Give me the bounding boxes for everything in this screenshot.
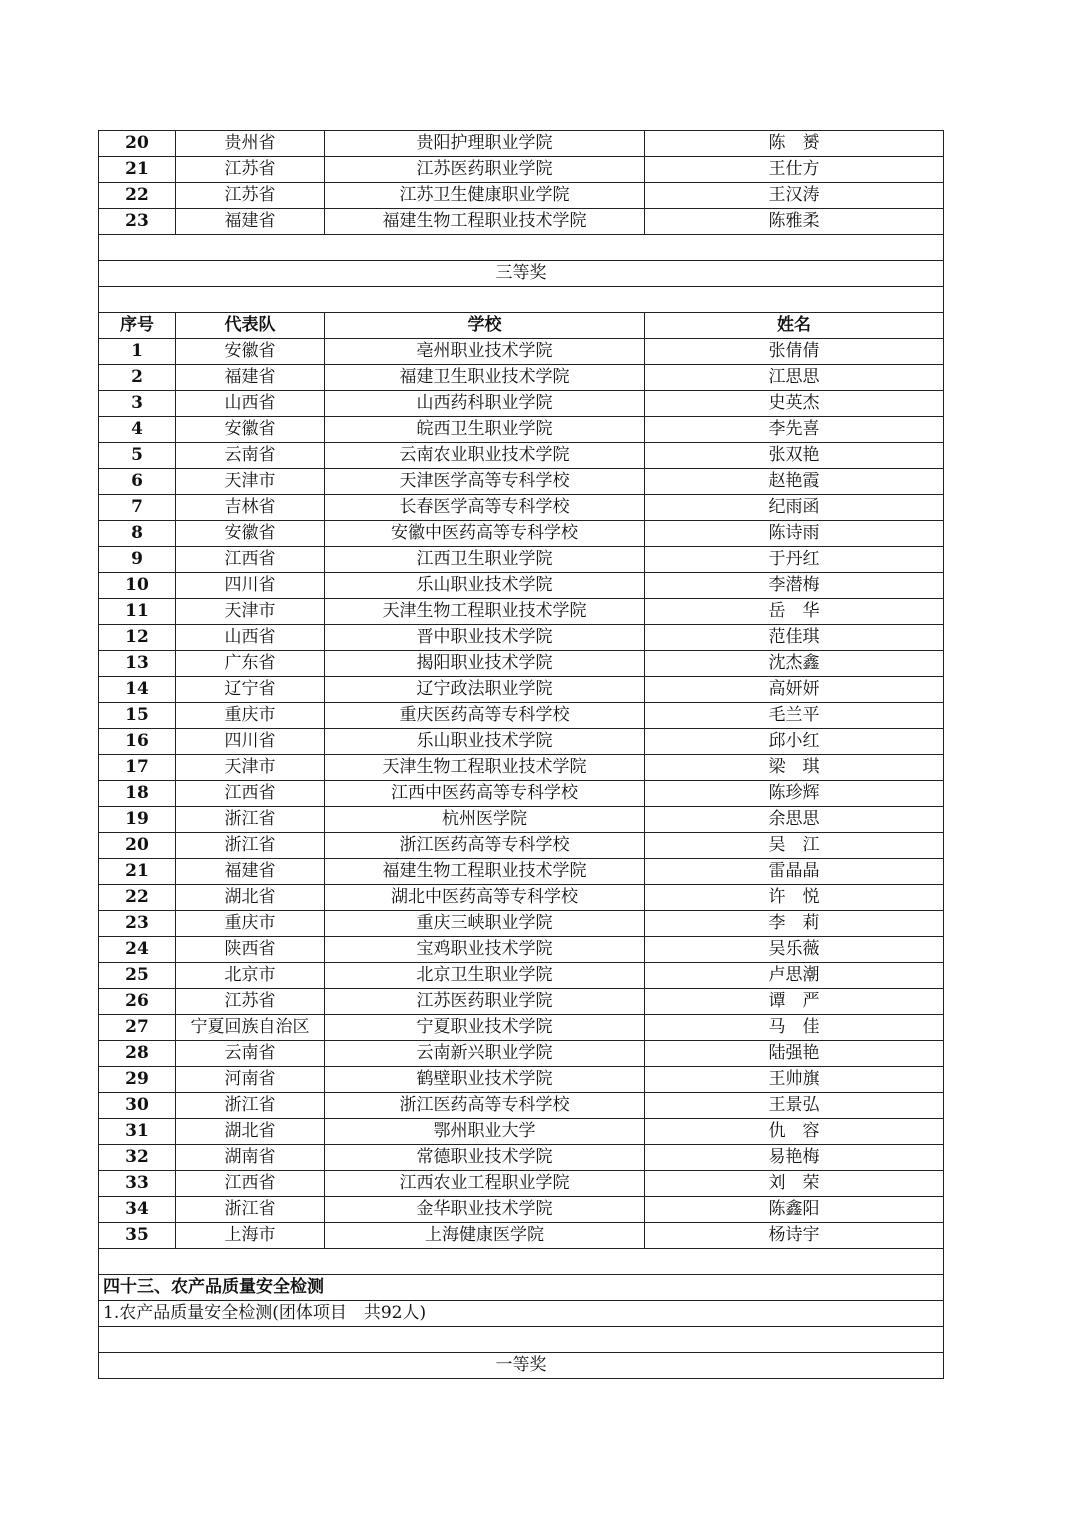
section-subtitle-row — [99, 1301, 944, 1327]
school-cell: 鄂州职业大学 — [325, 1119, 645, 1145]
header-name: 姓名 — [645, 313, 944, 339]
table-row — [99, 547, 944, 573]
team-cell: 浙江省 — [176, 833, 325, 859]
table-row — [99, 339, 944, 365]
team-cell: 江苏省 — [176, 989, 325, 1015]
team-cell: 天津市 — [176, 599, 325, 625]
team-cell: 陕西省 — [176, 937, 325, 963]
table-row — [99, 625, 944, 651]
row-number: 8 — [99, 521, 176, 547]
row-number: 9 — [99, 547, 176, 573]
name-cell: 李 莉 — [645, 911, 944, 937]
team-cell: 福建省 — [176, 365, 325, 391]
team-cell: 江西省 — [176, 547, 325, 573]
team-cell: 四川省 — [176, 729, 325, 755]
blank-separator — [99, 1249, 944, 1275]
table-row — [99, 1093, 944, 1119]
table-row — [99, 157, 944, 183]
school-cell: 浙江医药高等专科学校 — [325, 1093, 645, 1119]
row-number: 16 — [99, 729, 176, 755]
blank-separator — [99, 287, 944, 313]
table-row — [99, 1067, 944, 1093]
table-row — [99, 885, 944, 911]
school-cell: 乐山职业技术学院 — [325, 729, 645, 755]
name-cell: 范佳琪 — [645, 625, 944, 651]
row-number: 21 — [99, 859, 176, 885]
team-cell: 吉林省 — [176, 495, 325, 521]
row-number: 7 — [99, 495, 176, 521]
name-cell: 马 佳 — [645, 1015, 944, 1041]
name-cell: 于丹红 — [645, 547, 944, 573]
row-number: 5 — [99, 443, 176, 469]
name-cell: 陈诗雨 — [645, 521, 944, 547]
team-cell: 福建省 — [176, 859, 325, 885]
name-cell: 谭 严 — [645, 989, 944, 1015]
name-cell: 李先喜 — [645, 417, 944, 443]
header-team: 代表队 — [176, 313, 325, 339]
school-cell: 长春医学高等专科学校 — [325, 495, 645, 521]
school-cell: 云南农业职业技术学院 — [325, 443, 645, 469]
table-header-row — [99, 313, 944, 339]
row-number: 10 — [99, 573, 176, 599]
blank-separator-row — [99, 235, 944, 261]
row-number: 22 — [99, 885, 176, 911]
school-cell: 安徽中医药高等专科学校 — [325, 521, 645, 547]
team-cell: 四川省 — [176, 573, 325, 599]
school-cell: 亳州职业技术学院 — [325, 339, 645, 365]
table-row — [99, 781, 944, 807]
table-row — [99, 859, 944, 885]
table-row — [99, 417, 944, 443]
name-cell: 王景弘 — [645, 1093, 944, 1119]
school-cell: 福建生物工程职业技术学院 — [325, 209, 645, 235]
row-number: 20 — [99, 833, 176, 859]
row-number: 21 — [99, 157, 176, 183]
name-cell: 刘 荣 — [645, 1171, 944, 1197]
team-cell: 宁夏回族自治区 — [176, 1015, 325, 1041]
section-subtitle: 1.农产品质量安全检测(团体项目 共92人) — [99, 1301, 944, 1327]
name-cell: 岳 华 — [645, 599, 944, 625]
school-cell: 金华职业技术学院 — [325, 1197, 645, 1223]
table-row — [99, 989, 944, 1015]
name-cell: 杨诗宇 — [645, 1223, 944, 1249]
name-cell: 吴 江 — [645, 833, 944, 859]
table-row — [99, 703, 944, 729]
prize-level-heading: 三等奖 — [99, 261, 944, 287]
team-cell: 安徽省 — [176, 417, 325, 443]
row-number: 35 — [99, 1223, 176, 1249]
team-cell: 山西省 — [176, 625, 325, 651]
school-cell: 北京卫生职业学院 — [325, 963, 645, 989]
name-cell: 余思思 — [645, 807, 944, 833]
row-number: 26 — [99, 989, 176, 1015]
row-number: 6 — [99, 469, 176, 495]
row-number: 32 — [99, 1145, 176, 1171]
table-row — [99, 1145, 944, 1171]
prize-level-heading-row — [99, 261, 944, 287]
table-row — [99, 391, 944, 417]
row-number: 17 — [99, 755, 176, 781]
team-cell: 山西省 — [176, 391, 325, 417]
row-number: 18 — [99, 781, 176, 807]
name-cell: 吴乐薇 — [645, 937, 944, 963]
row-number: 15 — [99, 703, 176, 729]
name-cell: 卢思潮 — [645, 963, 944, 989]
row-number: 23 — [99, 209, 176, 235]
school-cell: 天津医学高等专科学校 — [325, 469, 645, 495]
school-cell: 重庆三峡职业学院 — [325, 911, 645, 937]
school-cell: 杭州医学院 — [325, 807, 645, 833]
row-number: 30 — [99, 1093, 176, 1119]
name-cell: 陈雅柔 — [645, 209, 944, 235]
team-cell: 重庆市 — [176, 911, 325, 937]
school-cell: 常德职业技术学院 — [325, 1145, 645, 1171]
team-cell: 重庆市 — [176, 703, 325, 729]
school-cell: 皖西卫生职业学院 — [325, 417, 645, 443]
table-row — [99, 521, 944, 547]
table-row — [99, 1119, 944, 1145]
row-number: 23 — [99, 911, 176, 937]
name-cell: 张倩倩 — [645, 339, 944, 365]
table-row — [99, 911, 944, 937]
name-cell: 陆强艳 — [645, 1041, 944, 1067]
school-cell: 揭阳职业技术学院 — [325, 651, 645, 677]
name-cell: 李潜梅 — [645, 573, 944, 599]
team-cell: 贵州省 — [176, 131, 325, 157]
table-row — [99, 807, 944, 833]
school-cell: 山西药科职业学院 — [325, 391, 645, 417]
name-cell: 陈鑫阳 — [645, 1197, 944, 1223]
team-cell: 广东省 — [176, 651, 325, 677]
school-cell: 江苏卫生健康职业学院 — [325, 183, 645, 209]
table-row — [99, 1171, 944, 1197]
section-title: 四十三、农产品质量安全检测 — [99, 1275, 944, 1301]
header-number: 序号 — [99, 313, 176, 339]
name-cell: 沈杰鑫 — [645, 651, 944, 677]
header-school: 学校 — [325, 313, 645, 339]
table-row — [99, 677, 944, 703]
name-cell: 毛兰平 — [645, 703, 944, 729]
team-cell: 江苏省 — [176, 157, 325, 183]
table-row — [99, 651, 944, 677]
school-cell: 江苏医药职业学院 — [325, 989, 645, 1015]
row-number: 33 — [99, 1171, 176, 1197]
table-row — [99, 365, 944, 391]
table-row — [99, 495, 944, 521]
name-cell: 许 悦 — [645, 885, 944, 911]
team-cell: 江苏省 — [176, 183, 325, 209]
table-row — [99, 937, 944, 963]
table-row — [99, 755, 944, 781]
row-number: 11 — [99, 599, 176, 625]
name-cell: 仇 容 — [645, 1119, 944, 1145]
team-cell: 福建省 — [176, 209, 325, 235]
name-cell: 江思思 — [645, 365, 944, 391]
row-number: 31 — [99, 1119, 176, 1145]
school-cell: 江西卫生职业学院 — [325, 547, 645, 573]
section-title-row — [99, 1275, 944, 1301]
team-cell: 天津市 — [176, 469, 325, 495]
name-cell: 王汉涛 — [645, 183, 944, 209]
school-cell: 乐山职业技术学院 — [325, 573, 645, 599]
school-cell: 湖北中医药高等专科学校 — [325, 885, 645, 911]
table-row — [99, 1197, 944, 1223]
table-row — [99, 1041, 944, 1067]
team-cell: 湖北省 — [176, 885, 325, 911]
table-row — [99, 963, 944, 989]
row-number: 34 — [99, 1197, 176, 1223]
team-cell: 安徽省 — [176, 339, 325, 365]
team-cell: 浙江省 — [176, 1197, 325, 1223]
school-cell: 福建卫生职业技术学院 — [325, 365, 645, 391]
team-cell: 辽宁省 — [176, 677, 325, 703]
team-cell: 江西省 — [176, 1171, 325, 1197]
row-number: 1 — [99, 339, 176, 365]
table-row — [99, 209, 944, 235]
name-cell: 雷晶晶 — [645, 859, 944, 885]
name-cell: 王帅旗 — [645, 1067, 944, 1093]
row-number: 22 — [99, 183, 176, 209]
name-cell: 陈 赟 — [645, 131, 944, 157]
team-cell: 北京市 — [176, 963, 325, 989]
name-cell: 王仕方 — [645, 157, 944, 183]
table-row — [99, 469, 944, 495]
table-row — [99, 183, 944, 209]
school-cell: 江西农业工程职业学院 — [325, 1171, 645, 1197]
row-number: 19 — [99, 807, 176, 833]
table-row — [99, 1015, 944, 1041]
team-cell: 浙江省 — [176, 1093, 325, 1119]
row-number: 2 — [99, 365, 176, 391]
table-row — [99, 573, 944, 599]
school-cell: 辽宁政法职业学院 — [325, 677, 645, 703]
school-cell: 重庆医药高等专科学校 — [325, 703, 645, 729]
school-cell: 江苏医药职业学院 — [325, 157, 645, 183]
blank-separator-row — [99, 1327, 944, 1353]
row-number: 25 — [99, 963, 176, 989]
row-number: 13 — [99, 651, 176, 677]
team-cell: 安徽省 — [176, 521, 325, 547]
team-cell: 浙江省 — [176, 807, 325, 833]
results-table — [98, 130, 944, 1379]
team-cell: 江西省 — [176, 781, 325, 807]
row-number: 20 — [99, 131, 176, 157]
row-number: 24 — [99, 937, 176, 963]
name-cell: 易艳梅 — [645, 1145, 944, 1171]
team-cell: 云南省 — [176, 443, 325, 469]
row-number: 4 — [99, 417, 176, 443]
row-number: 28 — [99, 1041, 176, 1067]
table-row — [99, 1223, 944, 1249]
name-cell: 高妍妍 — [645, 677, 944, 703]
prize-level-heading: 一等奖 — [99, 1353, 944, 1379]
school-cell: 宁夏职业技术学院 — [325, 1015, 645, 1041]
row-number: 14 — [99, 677, 176, 703]
team-cell: 河南省 — [176, 1067, 325, 1093]
name-cell: 张双艳 — [645, 443, 944, 469]
school-cell: 天津生物工程职业技术学院 — [325, 599, 645, 625]
name-cell: 邱小红 — [645, 729, 944, 755]
team-cell: 云南省 — [176, 1041, 325, 1067]
blank-separator-row — [99, 287, 944, 313]
blank-separator-row — [99, 1249, 944, 1275]
name-cell: 梁 琪 — [645, 755, 944, 781]
row-number: 29 — [99, 1067, 176, 1093]
school-cell: 云南新兴职业学院 — [325, 1041, 645, 1067]
table-row — [99, 599, 944, 625]
row-number: 12 — [99, 625, 176, 651]
school-cell: 福建生物工程职业技术学院 — [325, 859, 645, 885]
school-cell: 天津生物工程职业技术学院 — [325, 755, 645, 781]
name-cell: 赵艳霞 — [645, 469, 944, 495]
team-cell: 湖北省 — [176, 1119, 325, 1145]
name-cell: 陈珍辉 — [645, 781, 944, 807]
school-cell: 江西中医药高等专科学校 — [325, 781, 645, 807]
prize-level-heading-row — [99, 1353, 944, 1379]
team-cell: 湖南省 — [176, 1145, 325, 1171]
team-cell: 上海市 — [176, 1223, 325, 1249]
table-row — [99, 443, 944, 469]
blank-separator — [99, 235, 944, 261]
table-row — [99, 729, 944, 755]
name-cell: 纪雨函 — [645, 495, 944, 521]
blank-separator — [99, 1327, 944, 1353]
row-number: 27 — [99, 1015, 176, 1041]
school-cell: 贵阳护理职业学院 — [325, 131, 645, 157]
school-cell: 上海健康医学院 — [325, 1223, 645, 1249]
school-cell: 宝鸡职业技术学院 — [325, 937, 645, 963]
school-cell: 晋中职业技术学院 — [325, 625, 645, 651]
name-cell: 史英杰 — [645, 391, 944, 417]
table-row — [99, 833, 944, 859]
school-cell: 浙江医药高等专科学校 — [325, 833, 645, 859]
row-number: 3 — [99, 391, 176, 417]
team-cell: 天津市 — [176, 755, 325, 781]
table-row — [99, 131, 944, 157]
school-cell: 鹤壁职业技术学院 — [325, 1067, 645, 1093]
